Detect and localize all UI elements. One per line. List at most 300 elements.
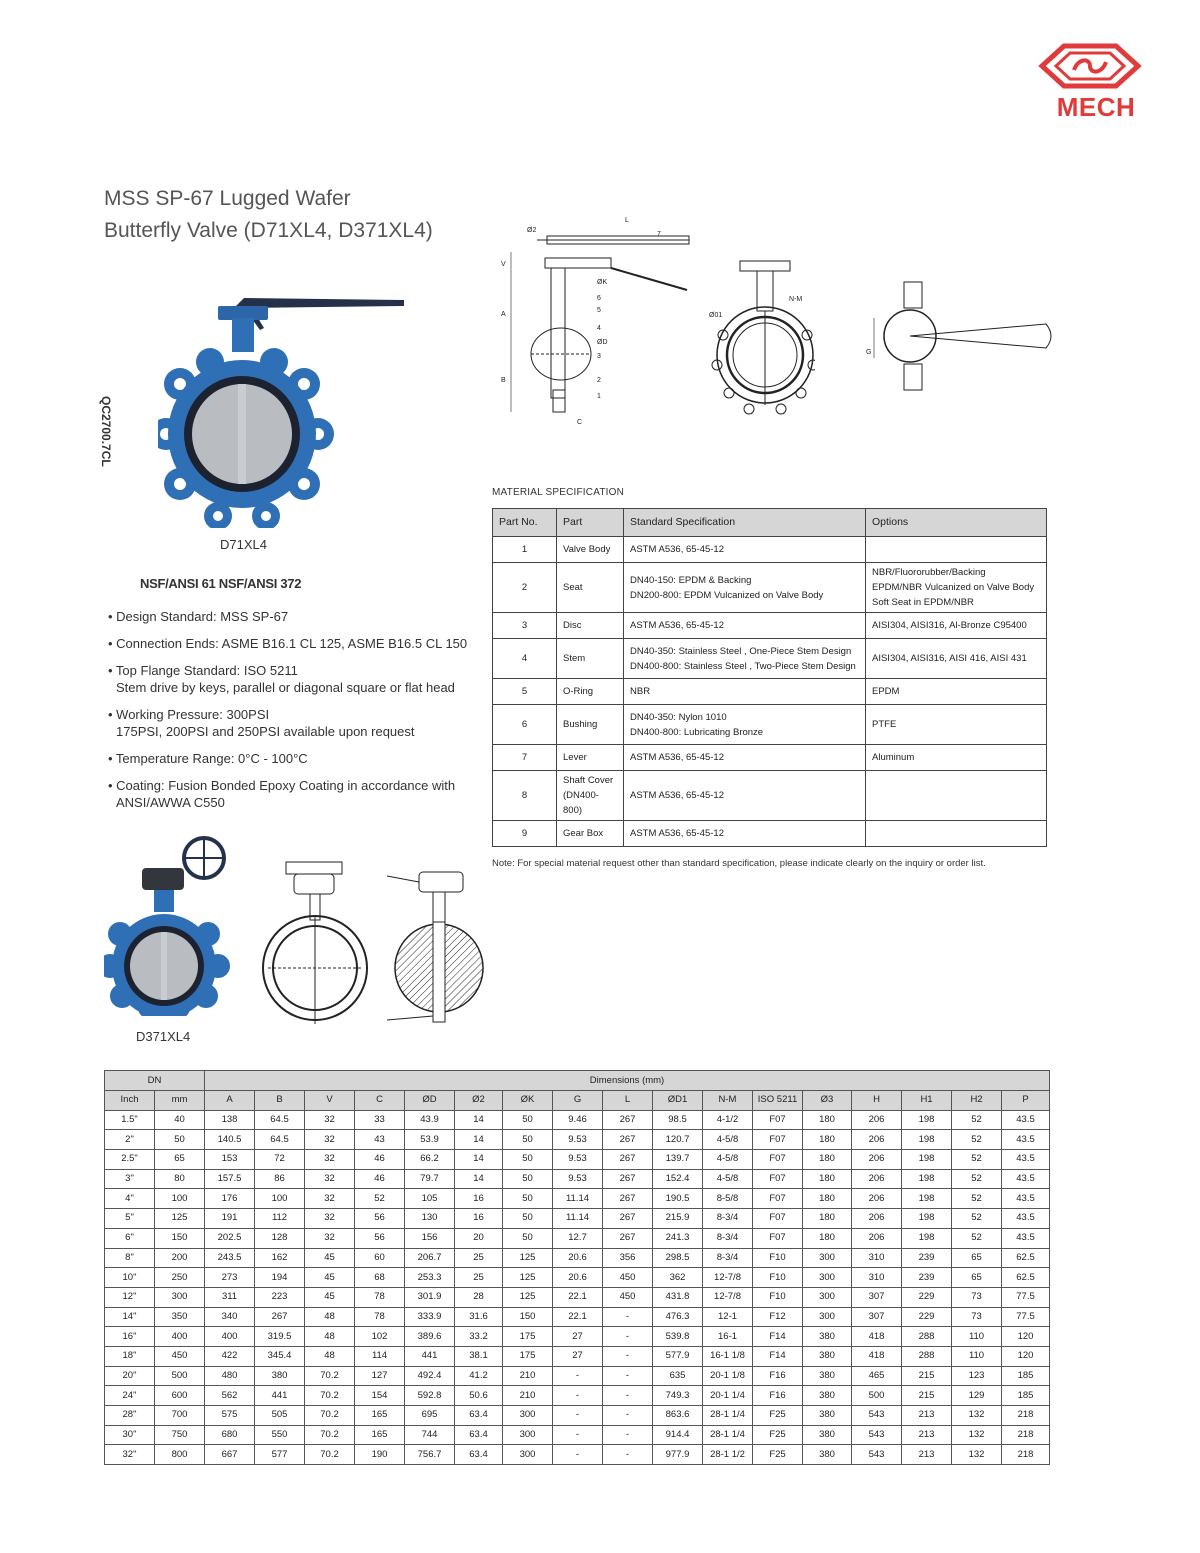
dim-cell: 32 — [305, 1189, 355, 1209]
dim-cell: 33.2 — [455, 1327, 503, 1347]
dim-cell: 150 — [503, 1307, 553, 1327]
dim-cell: 288 — [902, 1346, 952, 1366]
dim-row — [105, 1209, 1050, 1229]
dim-row — [105, 1228, 1050, 1248]
label-7: 7 — [657, 231, 661, 238]
dim-cell: 16-1 1/8 — [703, 1346, 753, 1366]
dim-column-header: ØD — [405, 1091, 455, 1111]
dim-cell: 9.53 — [553, 1150, 603, 1170]
dim-cell: 16-1 — [703, 1327, 753, 1347]
dim-cell: 300 — [803, 1287, 852, 1307]
dim-cell: 62.5 — [1002, 1248, 1050, 1268]
dim-cell: F07 — [753, 1110, 803, 1130]
dim-cell: 543 — [852, 1425, 902, 1445]
feature-item: • Coating: Fusion Bonded Epoxy Coating in accordance with ANSI/AWWA C550 — [108, 778, 456, 810]
dim-cell: 239 — [902, 1248, 952, 1268]
dim-cell: F07 — [753, 1169, 803, 1189]
options-cell — [866, 771, 1047, 821]
dim-cell: 14 — [455, 1130, 503, 1150]
header-part: Part — [557, 509, 624, 537]
dim-cell: 191 — [205, 1209, 255, 1229]
feature-item: • Working Pressure: 300PSI 175PSI, 200PSI and 250PSI available upon request — [108, 707, 415, 739]
dim-cell: 539.8 — [653, 1327, 703, 1347]
dim-cell: 2" — [105, 1130, 155, 1150]
options-cell — [866, 821, 1047, 847]
options-cell: EPDM — [866, 679, 1047, 705]
part-no-cell: 5 — [493, 679, 557, 705]
dim-cell: 16 — [455, 1189, 503, 1209]
material-row — [493, 705, 1047, 745]
top-view-drawing — [860, 278, 1060, 398]
dim-cell: 380 — [803, 1386, 852, 1406]
dim-cell: 418 — [852, 1346, 902, 1366]
dim-cell: 62.5 — [1002, 1268, 1050, 1288]
dim-cell: 750 — [155, 1425, 205, 1445]
dim-cell: 14 — [455, 1110, 503, 1130]
dim-row — [105, 1248, 1050, 1268]
dim-cell: - — [603, 1346, 653, 1366]
dim-cell: 744 — [405, 1425, 455, 1445]
part-cell: Gear Box — [557, 821, 624, 847]
dim-cell: 319.5 — [255, 1327, 305, 1347]
dim-cell: 43.5 — [1002, 1130, 1050, 1150]
dim-cell: 3" — [105, 1169, 155, 1189]
dim-cell: 198 — [902, 1110, 952, 1130]
section-drawing — [497, 212, 697, 427]
label-v: V — [501, 261, 506, 268]
part-no-cell: 8 — [493, 771, 557, 821]
dim-cell: 28 — [455, 1287, 503, 1307]
spec-cell: ASTM A536, 65-45-12 — [624, 613, 866, 639]
dim-cell: 32" — [105, 1445, 155, 1465]
dim-cell: 27 — [553, 1346, 603, 1366]
material-row — [493, 563, 1047, 613]
dim-cell: 180 — [803, 1189, 852, 1209]
nsf-certification: NSF/ANSI 61 NSF/ANSI 372 — [140, 576, 302, 591]
dim-cell: 267 — [603, 1209, 653, 1229]
dim-cell: 8-5/8 — [703, 1189, 753, 1209]
dim-cell: 48 — [305, 1307, 355, 1327]
caption-d71xl4: D71XL4 — [220, 537, 267, 552]
feature-list — [108, 608, 488, 821]
dim-cell: 300 — [155, 1287, 205, 1307]
dim-cell: 577.9 — [653, 1346, 703, 1366]
dim-cell: 380 — [803, 1425, 852, 1445]
dim-column-header: V — [305, 1091, 355, 1111]
dim-cell: 194 — [255, 1268, 305, 1288]
dim-cell: 45 — [305, 1268, 355, 1288]
dim-cell: 210 — [503, 1386, 553, 1406]
dim-row — [105, 1425, 1050, 1445]
dim-cell: 977.9 — [653, 1445, 703, 1465]
dim-cell: 27 — [553, 1327, 603, 1347]
dim-column-header: Inch — [105, 1091, 155, 1111]
dim-cell: 9.53 — [553, 1169, 603, 1189]
dim-column-header: Ø3 — [803, 1091, 852, 1111]
dim-cell: 206 — [852, 1228, 902, 1248]
material-header-row — [493, 509, 1047, 537]
dim-row — [105, 1150, 1050, 1170]
dim-cell: 218 — [1002, 1406, 1050, 1426]
dim-cell: 215 — [902, 1366, 952, 1386]
dim-cell: 198 — [902, 1169, 952, 1189]
dim-cell: 46 — [355, 1150, 405, 1170]
dim-row — [105, 1307, 1050, 1327]
dim-cell: 138 — [205, 1110, 255, 1130]
dim-cell: 450 — [603, 1287, 653, 1307]
dim-cell: 441 — [405, 1346, 455, 1366]
dim-cell: 25 — [455, 1248, 503, 1268]
mech-logo-icon — [1034, 40, 1146, 92]
dim-cell: 140.5 — [205, 1130, 255, 1150]
dim-cell: 210 — [503, 1366, 553, 1386]
dim-cell: 206 — [852, 1189, 902, 1209]
dim-cell: 756.7 — [405, 1445, 455, 1465]
dim-column-header: H1 — [902, 1091, 952, 1111]
label-n-m: N-M — [789, 296, 803, 303]
dim-cell: F10 — [753, 1268, 803, 1288]
dim-cell: 206 — [852, 1150, 902, 1170]
part-no-cell: 3 — [493, 613, 557, 639]
label-l: L — [625, 217, 629, 224]
dim-cell: 162 — [255, 1248, 305, 1268]
spec-cell: ASTM A536, 65-45-12 — [624, 821, 866, 847]
feature-item: • Top Flange Standard: ISO 5211 Stem drive by keys, parallel or diagonal square or flat head — [108, 663, 455, 695]
dim-cell: 28-1 1/4 — [703, 1406, 753, 1426]
dim-cell: 33 — [355, 1110, 405, 1130]
label-5: 5 — [597, 307, 601, 314]
dim-cell: 32 — [305, 1110, 355, 1130]
dim-cell: 22.1 — [553, 1307, 603, 1327]
dim-cell: 16 — [455, 1209, 503, 1229]
dim-row — [105, 1327, 1050, 1347]
dim-cell: 48 — [305, 1346, 355, 1366]
dim-cell: 562 — [205, 1386, 255, 1406]
dim-cell: 28-1 1/4 — [703, 1425, 753, 1445]
dim-cell: 125 — [155, 1209, 205, 1229]
options-cell: Aluminum — [866, 745, 1047, 771]
label-od: ØD — [597, 339, 608, 346]
dim-cell: 32 — [305, 1150, 355, 1170]
dim-cell: 22.1 — [553, 1287, 603, 1307]
dim-cell: 11.14 — [553, 1209, 603, 1229]
dim-cell: 680 — [205, 1425, 255, 1445]
dim-cell: 500 — [852, 1386, 902, 1406]
dim-cell: 300 — [503, 1406, 553, 1426]
dim-cell: 267 — [603, 1110, 653, 1130]
part-no-cell: 4 — [493, 639, 557, 679]
dim-cell: 4-1/2 — [703, 1110, 753, 1130]
dim-cell: 206.7 — [405, 1248, 455, 1268]
dim-cell: 695 — [405, 1406, 455, 1426]
dim-cell: 229 — [902, 1287, 952, 1307]
dim-cell: 1.5" — [105, 1110, 155, 1130]
spec-cell: DN40-350: Nylon 1010 DN400-800: Lubricating Bronze — [624, 705, 866, 745]
dim-cell: 8-3/4 — [703, 1248, 753, 1268]
dim-cell: 206 — [852, 1209, 902, 1229]
dim-cell: 307 — [852, 1287, 902, 1307]
label-4: 4 — [597, 325, 601, 332]
dim-cell: 52 — [952, 1209, 1002, 1229]
dim-cell: 4" — [105, 1189, 155, 1209]
dim-cell: 914.4 — [653, 1425, 703, 1445]
dim-cell: 198 — [902, 1189, 952, 1209]
dim-cell: 43.5 — [1002, 1228, 1050, 1248]
dim-cell: 175 — [503, 1346, 553, 1366]
dim-cell: 52 — [952, 1189, 1002, 1209]
dim-cell: 32 — [305, 1209, 355, 1229]
dim-cell: 543 — [852, 1406, 902, 1426]
dim-row — [105, 1268, 1050, 1288]
dim-row — [105, 1366, 1050, 1386]
header-standard-spec: Standard Specification — [624, 509, 866, 537]
dim-cell: 86 — [255, 1169, 305, 1189]
dim-cell: 267 — [603, 1228, 653, 1248]
part-no-cell: 6 — [493, 705, 557, 745]
dim-cell: 592.8 — [405, 1386, 455, 1406]
dim-cell: 16" — [105, 1327, 155, 1347]
dim-cell: 20.6 — [553, 1268, 603, 1288]
title-line-2: Butterfly Valve (D71XL4, D371XL4) — [104, 219, 433, 242]
dim-cell: 380 — [803, 1346, 852, 1366]
dim-cell: 28-1 1/2 — [703, 1445, 753, 1465]
dim-column-header: C — [355, 1091, 405, 1111]
dim-cell: 20.6 — [553, 1248, 603, 1268]
dim-cell: 310 — [852, 1248, 902, 1268]
part-cell: Bushing — [557, 705, 624, 745]
dim-cell: 56 — [355, 1228, 405, 1248]
dim-cell: 441 — [255, 1386, 305, 1406]
spec-cell: DN40-150: EPDM & Backing DN200-800: EPDM Vulcanized on Valve Body — [624, 563, 866, 613]
valve-photo-d371xl4 — [104, 836, 236, 1016]
dim-cell: 431.8 — [653, 1287, 703, 1307]
dim-cell: 389.6 — [405, 1327, 455, 1347]
dim-cell: 200 — [155, 1248, 205, 1268]
dim-cell: 667 — [205, 1445, 255, 1465]
dim-cell: 340 — [205, 1307, 255, 1327]
dim-cell: 12-7/8 — [703, 1268, 753, 1288]
dim-row — [105, 1130, 1050, 1150]
dim-cell: 130 — [405, 1209, 455, 1229]
dim-cell: 380 — [255, 1366, 305, 1386]
dim-cell: 465 — [852, 1366, 902, 1386]
dim-cell: 480 — [205, 1366, 255, 1386]
dim-cell: 543 — [852, 1445, 902, 1465]
feature-item: • Connection Ends: ASME B16.1 CL 125, ASME B16.5 CL 150 — [108, 636, 468, 651]
dim-cell: 120.7 — [653, 1130, 703, 1150]
dim-cell: 185 — [1002, 1386, 1050, 1406]
dn-group-header: DN — [105, 1071, 205, 1091]
dim-cell: F07 — [753, 1189, 803, 1209]
material-row — [493, 537, 1047, 563]
dim-cell: 301.9 — [405, 1287, 455, 1307]
dim-cell: 215 — [902, 1386, 952, 1406]
caption-d371xl4: D371XL4 — [136, 1029, 191, 1044]
dim-cell: F25 — [753, 1425, 803, 1445]
dim-cell: 400 — [205, 1327, 255, 1347]
dim-cell: - — [603, 1406, 653, 1426]
dim-cell: F10 — [753, 1287, 803, 1307]
dim-cell: 176 — [205, 1189, 255, 1209]
dim-cell: F14 — [753, 1327, 803, 1347]
dim-cell: 180 — [803, 1150, 852, 1170]
dim-cell: 12" — [105, 1287, 155, 1307]
dim-cell: 120 — [1002, 1327, 1050, 1347]
dim-cell: 56 — [355, 1209, 405, 1229]
feature-item: • Design Standard: MSS SP-67 — [108, 609, 289, 624]
part-cell: Disc — [557, 613, 624, 639]
dim-cell: 10" — [105, 1268, 155, 1288]
dim-cell: 218 — [1002, 1445, 1050, 1465]
dim-cell: 267 — [603, 1169, 653, 1189]
dim-cell: 157.5 — [205, 1169, 255, 1189]
dims-group-header: Dimensions (mm) — [205, 1071, 1050, 1091]
dim-cell: F07 — [753, 1228, 803, 1248]
part-no-cell: 2 — [493, 563, 557, 613]
dim-cell: - — [603, 1307, 653, 1327]
dim-column-header: ØD1 — [653, 1091, 703, 1111]
header-options: Options — [866, 509, 1047, 537]
dim-cell: 50 — [503, 1110, 553, 1130]
dim-cell: F16 — [753, 1386, 803, 1406]
dim-cell: 239 — [902, 1268, 952, 1288]
dim-cell: 300 — [803, 1268, 852, 1288]
dim-cell: 180 — [803, 1228, 852, 1248]
part-cell: Shaft Cover (DN400-800) — [557, 771, 624, 821]
dim-cell: 50.6 — [455, 1386, 503, 1406]
part-cell: Seat — [557, 563, 624, 613]
dim-cell: 53.9 — [405, 1130, 455, 1150]
dim-cell: 68 — [355, 1268, 405, 1288]
dim-cell: 43.5 — [1002, 1169, 1050, 1189]
dim-cell: 175 — [503, 1327, 553, 1347]
dim-column-header: ØK — [503, 1091, 553, 1111]
material-spec-title: MATERIAL SPECIFICATION — [492, 487, 625, 498]
dim-cell: 125 — [503, 1268, 553, 1288]
dim-cell: 14 — [455, 1150, 503, 1170]
dim-cell: 185 — [1002, 1366, 1050, 1386]
dim-column-header: N-M — [703, 1091, 753, 1111]
dim-cell: 400 — [155, 1327, 205, 1347]
dim-cell: 229 — [902, 1307, 952, 1327]
dim-cell: 9.46 — [553, 1110, 603, 1130]
dim-cell: 154 — [355, 1386, 405, 1406]
dim-cell: 4-5/8 — [703, 1130, 753, 1150]
dim-cell: 43.5 — [1002, 1150, 1050, 1170]
dim-cell: 50 — [155, 1130, 205, 1150]
dim-cell: 20 — [455, 1228, 503, 1248]
dim-cell: 65 — [952, 1248, 1002, 1268]
dim-cell: 43 — [355, 1130, 405, 1150]
dim-cell: 198 — [902, 1228, 952, 1248]
dim-column-header: B — [255, 1091, 305, 1111]
label-o01: Ø01 — [709, 312, 723, 319]
material-row — [493, 613, 1047, 639]
dim-cell: 43.5 — [1002, 1189, 1050, 1209]
dim-cell: 72 — [255, 1150, 305, 1170]
dim-cell: 25 — [455, 1268, 503, 1288]
dim-cell: 500 — [155, 1366, 205, 1386]
dim-cell: 418 — [852, 1327, 902, 1347]
dim-cell: 139.7 — [653, 1150, 703, 1170]
label-ok: ØK — [597, 279, 608, 286]
dim-cell: 127 — [355, 1366, 405, 1386]
label-o2: Ø2 — [527, 227, 537, 234]
dim-cell: 41.2 — [455, 1366, 503, 1386]
material-spec-table — [492, 508, 1047, 847]
dim-cell: 20-1 1/8 — [703, 1366, 753, 1386]
dim-cell: 380 — [803, 1366, 852, 1386]
page-title — [104, 183, 504, 247]
dim-cell: F10 — [753, 1248, 803, 1268]
label-a: A — [501, 311, 506, 318]
dim-cell: 310 — [852, 1268, 902, 1288]
feature-item: • Temperature Range: 0°C - 100°C — [108, 751, 308, 766]
dim-cell: 77.5 — [1002, 1287, 1050, 1307]
dim-cell: 129 — [952, 1386, 1002, 1406]
dim-cell: 78 — [355, 1307, 405, 1327]
dim-cell: 362 — [653, 1268, 703, 1288]
dim-cell: 300 — [803, 1307, 852, 1327]
dim-cell: 863.6 — [653, 1406, 703, 1426]
dim-row — [105, 1189, 1050, 1209]
dim-cell: 50 — [503, 1150, 553, 1170]
dim-cell: 32 — [305, 1228, 355, 1248]
dim-cell: 267 — [255, 1307, 305, 1327]
options-cell: NBR/Fluororubber/Backing EPDM/NBR Vulcanized on Valve Body Soft Seat in EPDM/NBR — [866, 563, 1047, 613]
dim-cell: 635 — [653, 1366, 703, 1386]
dim-cell: 206 — [852, 1130, 902, 1150]
dim-cell: - — [553, 1366, 603, 1386]
part-no-cell: 1 — [493, 537, 557, 563]
dim-cell: 300 — [803, 1248, 852, 1268]
dim-cell: F07 — [753, 1209, 803, 1229]
dim-cell: 65 — [155, 1150, 205, 1170]
dim-cell: 14" — [105, 1307, 155, 1327]
material-note: Note: For special material request other than standard specification, please indicate clearly on the inquiry or order list. — [492, 858, 986, 869]
label-3: 3 — [597, 353, 601, 360]
dim-cell: 749.3 — [653, 1386, 703, 1406]
dim-cell: 50 — [503, 1209, 553, 1229]
dim-cell: 48 — [305, 1327, 355, 1347]
dim-cell: 267 — [603, 1130, 653, 1150]
dim-cell: 20-1 1/4 — [703, 1386, 753, 1406]
dim-cell: - — [603, 1445, 653, 1465]
material-row — [493, 771, 1047, 821]
dim-cell: 206 — [852, 1169, 902, 1189]
dim-cell: 52 — [952, 1228, 1002, 1248]
dim-cell: 32 — [305, 1130, 355, 1150]
dim-cell: 241.3 — [653, 1228, 703, 1248]
material-row — [493, 821, 1047, 847]
logo-text: MECH — [1056, 92, 1136, 122]
dim-cell: F07 — [753, 1150, 803, 1170]
dim-cell: 63.4 — [455, 1445, 503, 1465]
dim-cell: 50 — [503, 1169, 553, 1189]
dim-cell: 12-1 — [703, 1307, 753, 1327]
dim-cell: F16 — [753, 1366, 803, 1386]
dim-row — [105, 1169, 1050, 1189]
part-cell: Valve Body — [557, 537, 624, 563]
dim-column-header: G — [553, 1091, 603, 1111]
dim-cell: 180 — [803, 1130, 852, 1150]
dim-cell: 60 — [355, 1248, 405, 1268]
spec-cell: NBR — [624, 679, 866, 705]
spec-cell: ASTM A536, 65-45-12 — [624, 745, 866, 771]
dim-cell: 132 — [952, 1445, 1002, 1465]
label-c: C — [577, 419, 583, 426]
dim-cell: 14 — [455, 1169, 503, 1189]
